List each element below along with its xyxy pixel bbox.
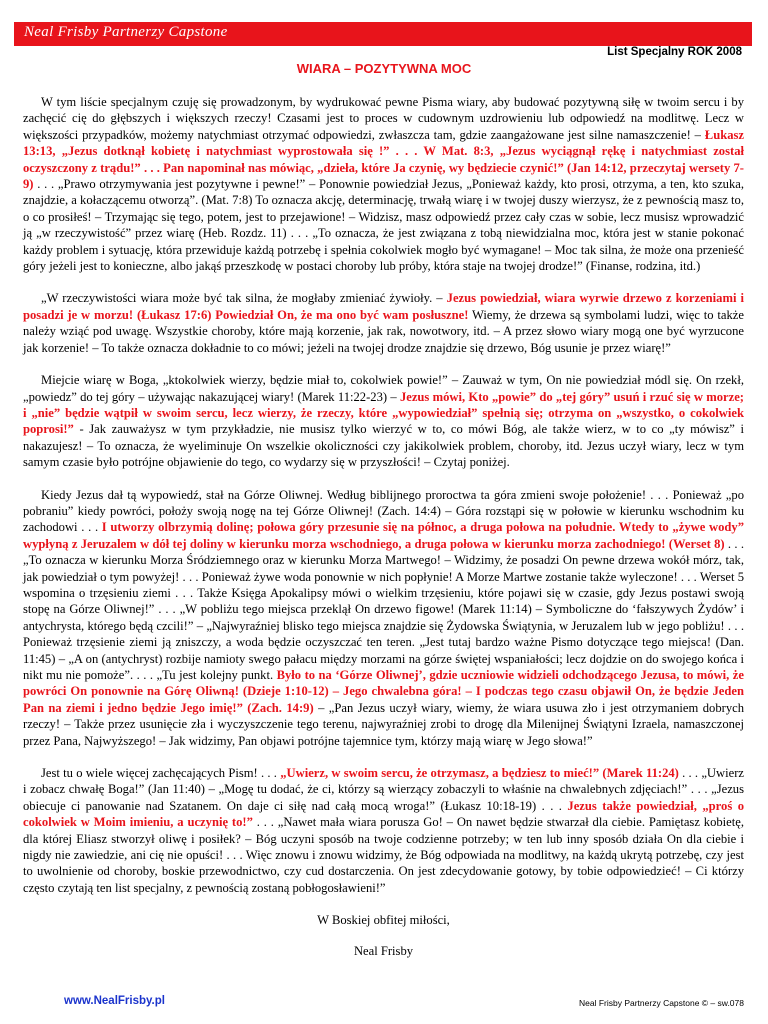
letter-label: List Specjalny ROK 2008 [607,46,742,58]
text-run: . . . „Uwierz i zobacz chwałę Boga!” (Jan 11:40) – „Mogę tu dodać, że ci, którzy są wierzący zobaczyli to właśnie na chwalebnych zdjęciach!” . . . „Jezus obiecuje ci panowanie nad Szatanem. On daje ci siłę nad całą mocą wroga!” (Łukasz 10:18-19) . . . [23,766,744,813]
signature: Neal Frisby [353,943,414,958]
text-run: „W rzeczywistości wiara może być tak silna, że mogłaby zmieniać żywioły. – [41,291,447,306]
scripture-highlight: Jezus mówi, Kto „powie” do „tej góry” usuń i rzuć się w morze; i „nie” będzie wątpił w swoim sercu, lecz wierzy, że rzeczy, które „wypowiedział” spełnią się; otrzyma on „wszystko, o cokolwiek poprosi!” [23,389,744,437]
scripture-highlight: I utworzy olbrzymią dolinę; połowa góry przesunie się na północ, a druga połowa na południe. Wtedy to „żywe wody” wypłyną z Jeruzalem w dół tej doliny w kierunku morza wschodniego, a druga połowa w kierunku morza zachodniego! (Werset 8) [23,520,744,551]
text-run: . . . „Prawo otrzymywania jest pozytywne i pewne!” – Ponownie powiedział Jezus, „Ponieważ każdy, kto prosi, otrzyma, a ten, kto szuka, znajdzie, a kołaczącemu otworzą”. (Mat. 7:8) To oznacza akcję, determinację, trwałą wiarę i w twojej duszy wierzysz, że z pewnością masz to, o co prosiłeś! – Trzymając się tego, potem, jest to przejawione! – Widzisz, masz odpowiedź przez cały czas w sobie, lecz musisz wprowadzić ją „w rzeczywistość” przez wiarę (Heb. Rozdz. 11) . . . „To oznacza, że jest związana z tobą niewidzialna moc, która jest w stanie pokonać każdy problem i sytuację, która przewiduje każdą potrzebę i spełnia cokolwiek mogło być wymagane! – Moc tak silna, że może ona przenieść góry jeżeli jest to konieczne, albo jakąś przeszkodę w postaci choroby lub próby, która staje na twojej drodze!” (Finanse, rodzina, itd.) [23,177,744,274]
text-run: Wiemy, że drzewa są symbolami ludzi, więc to także należy wziąć pod uwagę. Wszystkie choroby, które mają korzenie, jak rak, nowotwory, itd. – A przez słowo wiary mogą one być wyrzucone jak korzenie! – To także oznacza dokładnie to co mówi; jeżeli na twojej drodze znajdzie się drzewo, Bóg usunie je przez wiarę!” [23,307,744,355]
closing-line: W Boskiej obfitej miłości, [317,913,450,928]
paragraph-5 [23,765,744,896]
text-run: Kiedy Jezus dał tą wypowiedź, stał na Górze Oliwnej. Według biblijnego proroctwa ta góra zmieni swoje położenie! . . . Ponieważ „po pobraniu” kiedy powróci, położy swoją nogę na tej Górze Oliwnej! (Zach. 14:4) – Góra rozstąpi się w połowie w kierunku wschodnim ku zachodowi . . . [23,487,744,535]
paragraph-4 [23,487,744,750]
website-link[interactable]: www.NealFrisby.pl [64,995,165,1007]
text-run: . . . „Nawet mała wiara porusza Go! – On nawet będzie stwarzał dla ciebie. Pamiętasz kobietę, dla której Eliasz stworzył oliwę i posiłek? – Bóg uczyni sposób na twoje codzienne potrzeby; w ten lub inny sposób działa On dla ciebie i nigdy nie zawiedzie, ani cię nie opuści! . . . Więc znowu i znowu widzimy, że Bóg odpowiada na modlitwy, na każdą ukrytą potrzebę, czy jest to uwolnienie od choroby, boskie przewodnictwo, czy cud dostarczenia. On jest zdecydowanie gotowy, by tobie odpowiedzieć! – Ci którzy często czytają ten list specjalny, z pewnością zostaną pobłogosławieni!” [23,815,744,895]
document-title: WIARA – POZYTYWNA MOC [296,61,472,76]
text-run: Miejcie wiarę w Boga, „ktokolwiek wierzy, będzie miał to, cokolwiek powie!” – Zauważ w tym, On nie powiedział módl się. On rzekł, „powiedz” do tej góry – używając nakazującej wiary! (Marek 11:22-23) – [23,373,744,404]
paragraph-3 [23,372,744,470]
text-run: - Jak zauważysz w tym przykładzie, nie musisz tylko wierzyć w to, co mówi Bóg, ale także wierz, w to co „ty mówisz” i nakazujesz! – To oznacza, że wyeliminuje On wszelkie okoliczności czy jakikolwiek problem, choroby, itd. Jezus uczył wiary, lecz w tym samym czasie było potrójne objawienie do tego, co wydarzy się w przyszłości! – Czytaj poniżej. [23,422,744,470]
text-run: W tym liście specjalnym czuję się prowadzonym, by wydrukować pewne Pisma wiary, aby budować pozytywną siłę w twoim sercu i by zachęcić cię do głębszych i większych rzeczy! Czasami jest to proces w cudownym uzdrowieniu lub odpowiedź na modlitwę. Lecz w większości przypadków, możemy natychmiast otrzymać odpowiedzi, zwłaszcza tam, gdzie zaangażowane jest silne namaszczenie! – [23,95,744,142]
scripture-highlight: Łukasz 13:13, „Jezus dotknął kobietę i natychmiast wyprostowała się !” . . . W Mat. 8:3, „Jezus wyciągnął rękę i natychmiast został oczyszczony z trądu!” . . . Pan napominał nas mówiąc, „dzieła, które Ja czynię, wy będziecie czynić!” (Jan 14:12, przeczytaj wersety 7-9) [23,127,744,192]
scripture-highlight: Jezus powiedział, wiara wyrwie drzewo z korzeniami i posadzi je w morzu! (Łukasz 17:6) Powiedział On, że ma ono być wam posłuszne! [23,291,745,322]
paragraph-2 [23,290,744,356]
header-banner [14,22,752,46]
banner-title: Neal Frisby Partnerzy Capstone [24,24,228,40]
text-run: . . . „To oznacza w kierunku Morza Śródziemnego oraz w kierunku Morza Martwego! – Widzimy, że posadzi On pewne drzewa wokół mórz, tak, jak powiedział o tym powyżej! . . . Ponieważ żywe woda ponownie w nich popłynie! A Morze Martwe zostanie także wyleczone! . . . Werset 5 wspomina o trzęsieniu ziemi . . . Także Księga Apokalipsy mówi o wielkim trzęsieniu, które pojawi się w czasie, gdy Jezus postawi swoją stopę na Górze Oliwnej!” . . . „W pobliżu tego miejsca przeklął On drzewo figowe! (Marek 11:14) – Symboliczne do ‘fałszywych Żydów’ i antychrysta, którego będą czcili!” – „Najwyraźniej blisko tego miejsca znajdzie się Żydowska Świątynia, w Jeruzalem lub w jego pobliżu! . . . Ponieważ trzęsienie ziemi ją zniszczy, a woda będzie oczyszczać ten teren. „Jest tutaj bardzo ważne Pismo dotyczące tego miejsca! (Dan. 11:45) – „A on (antychryst) rozbije namioty swego pałacu między morzami na górze świętej wspaniałości; lecz dojdzie on do swojego końca i nikt mu nie pomoże”. . . . „Tu jest kolejny punkt. [23,536,745,682]
text-run: Jest tu o wiele więcej zachęcających Pism! . . . [41,766,281,781]
scripture-highlight: „Uwierz, w swoim sercu, że otrzymasz, a będziesz to mieć!” (Marek 11:24) [280,766,679,781]
scripture-highlight: Było to na ‘Górze Oliwnej’, gdzie uczniowie widzieli odchodzącego Jezusa, to mówi, że powróci On ponownie na Górę Oliwną! (Dzieje 1:10-12) – Jego chwalebna góra! – I podczas tego czasu objawił On, że będzie Jeden Pan na ziemi i jedno będzie Jego imię!” (Zach. 14:9) [23,668,744,715]
scripture-highlight: Jezus także powiedział, „proś o cokolwiek w Moim imieniu, a uczynię to!” [23,798,744,830]
paragraph-1 [23,94,744,274]
document-body [23,94,744,973]
footer-credit: Neal Frisby Partnerzy Capstone © – sw.078 [578,998,744,1008]
text-run: – „Pan Jezus uczył wiary, wiemy, że wiara usuwa zło i jest otrzymaniem dobrych rzeczy! – Także przez usunięcie zła i wyczyszczenie tego terenu, najwyraźniej zrobi to drogę dla Milenijnej Świątyni Izraela, namaszczonej przez Pana, Najwyższego! – Jak widzimy, Pan objawi potrójne tajemnice tym, którzy mają wiarę w Jego słowa!” [23,700,745,748]
